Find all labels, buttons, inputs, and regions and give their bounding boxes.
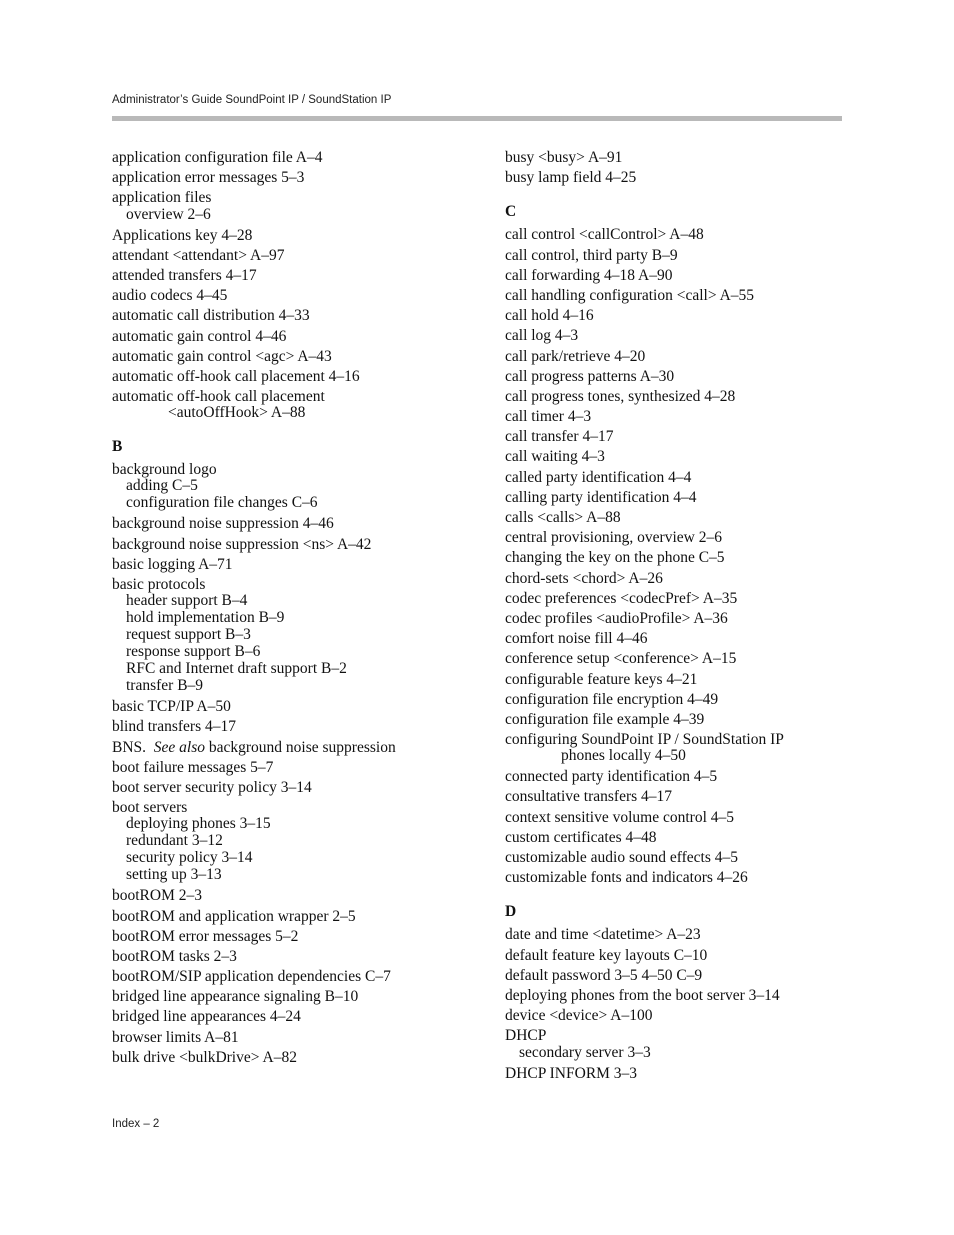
index-entry: automatic call distribution 4–33 (112, 307, 310, 325)
index-entry: call waiting 4–3 (505, 448, 605, 466)
index-subentry: adding C–5 (126, 477, 198, 495)
index-entry: configuration file example 4–39 (505, 710, 705, 728)
index-entry: automatic gain control 4–46 (112, 327, 287, 345)
index-entry: busy lamp field 4–25 (505, 169, 637, 187)
index-column-left (112, 148, 492, 1068)
index-continuation: phones locally 4–50 (561, 747, 686, 765)
index-entry: automatic off-hook call placement 4–16 (112, 367, 360, 385)
index-entry: customizable audio sound effects 4–5 (505, 849, 739, 866)
index-entry: bootROM tasks 2–3 (112, 947, 237, 965)
index-entry: basic protocols (112, 576, 206, 593)
index-subentry: security policy 3–14 (126, 849, 253, 867)
index-subentry: hold implementation B–9 (126, 609, 285, 627)
index-entry: application configuration file A–4 (112, 149, 323, 166)
index-entry: call control <callControl> A–48 (505, 226, 704, 244)
index-entry: deploying phones from the boot server 3–14 (505, 986, 780, 1004)
see-also-label: See also (153, 738, 206, 756)
index-entry: central provisioning, overview 2–6 (505, 529, 722, 547)
index-entry: attendant <attendant> A–97 (112, 246, 285, 264)
index-entry: changing the key on the phone C–5 (505, 549, 725, 567)
index-entry: configuring SoundPoint IP / SoundStation IP (505, 731, 784, 749)
index-subentry: RFC and Internet draft support B–2 (126, 660, 347, 678)
index-subentry: secondary server 3–3 (519, 1043, 651, 1061)
index-entry: default feature key layouts C–10 (505, 946, 708, 964)
index-entry: chord-sets <chord> A–26 (505, 569, 663, 587)
index-entry: consultative transfers 4–17 (505, 788, 673, 806)
section-letter-b: B (112, 438, 123, 456)
section-letter-c: C (505, 203, 517, 221)
index-entry: bridged line appearances 4–24 (112, 1008, 301, 1026)
index-entry: basic logging A–71 (112, 555, 233, 573)
index-entry: called party identification 4–4 (505, 468, 692, 486)
index-entry: Applications key 4–28 (112, 226, 253, 244)
index-entry: audio codecs 4–45 (112, 287, 228, 305)
index-entry: basic TCP/IP A–50 (112, 698, 231, 716)
index-entry: call park/retrieve 4–20 (505, 347, 646, 365)
index-entry: call progress tones, synthesized 4–28 (505, 387, 736, 405)
running-header: Administrator’s Guide SoundPoint IP / SoundStation IP (112, 94, 392, 106)
index-entry: application error messages 5–3 (112, 169, 305, 187)
index-entry: background logo (112, 461, 217, 479)
index-subentry: transfer B–9 (126, 677, 204, 695)
index-entry: configuration file encryption 4–49 (505, 690, 719, 708)
index-entry: application files (112, 189, 212, 207)
index-entry: blind transfers 4–17 (112, 718, 236, 736)
page-footer: Index – 2 (112, 1118, 160, 1130)
index-entry: busy <busy> A–91 (505, 149, 623, 166)
index-entry: DHCP (505, 1027, 547, 1045)
index-column-right (505, 148, 850, 1084)
index-entry: background noise suppression 4–46 (112, 515, 334, 533)
index-entry: custom certificates 4–48 (505, 828, 657, 846)
index-entry: automatic off-hook call placement (112, 388, 325, 406)
index-subentry: setting up 3–13 (126, 866, 222, 884)
index-entry-bns (112, 738, 492, 758)
index-entry: automatic gain control <agc> A–43 (112, 347, 332, 365)
section-letter-d: D (505, 903, 517, 921)
index-entry: boot server security policy 3–14 (112, 778, 312, 796)
index-entry: bootROM error messages 5–2 (112, 927, 299, 945)
index-entry: date and time <datetime> A–23 (505, 926, 701, 944)
index-entry: call handling configuration <call> A–55 (505, 286, 755, 304)
index-entry: boot failure messages 5–7 (112, 758, 274, 776)
index-entry: call log 4–3 (505, 327, 579, 345)
index-entry: calling party identification 4–4 (505, 488, 697, 506)
index-entry: calls <calls> A–88 (505, 509, 621, 526)
index-entry: bootROM and application wrapper 2–5 (112, 907, 356, 925)
index-subentry: overview 2–6 (126, 205, 211, 223)
bns-target: background noise suppression (208, 738, 396, 756)
index-subentry: deploying phones 3–15 (126, 815, 271, 833)
index-entry: call transfer 4–17 (505, 428, 614, 446)
index-subentry: redundant 3–12 (126, 832, 223, 850)
index-entry: configurable feature keys 4–21 (505, 670, 698, 688)
index-entry: call forwarding 4–18 A–90 (505, 266, 673, 284)
index-entry: conference setup <conference> A–15 (505, 650, 737, 668)
index-entry: call hold 4–16 (505, 307, 594, 325)
index-entry: boot servers (112, 799, 188, 817)
index-entry: bootROM/SIP application dependencies C–7 (112, 968, 391, 986)
index-entry: bridged line appearance signaling B–10 (112, 988, 359, 1006)
index-entry: device <device> A–100 (505, 1007, 653, 1025)
index-entry: default password 3–5 4–50 C–9 (505, 966, 703, 984)
index-subentry: response support B–6 (126, 643, 261, 661)
bns-prefix: BNS. (112, 738, 147, 756)
index-entry: call progress patterns A–30 (505, 367, 675, 385)
index-entry: browser limits A–81 (112, 1028, 239, 1046)
index-entry: bootROM 2–3 (112, 887, 202, 905)
index-entry: DHCP INFORM 3–3 (505, 1064, 638, 1082)
index-subentry: header support B–4 (126, 592, 248, 610)
index-entry: call timer 4–3 (505, 408, 592, 426)
index-entry: attended transfers 4–17 (112, 266, 257, 284)
index-entry: comfort noise fill 4–46 (505, 630, 648, 648)
index-entry: bulk drive <bulkDrive> A–82 (112, 1048, 297, 1066)
index-subentry: configuration file changes C–6 (126, 494, 318, 512)
index-continuation: <autoOffHook> A–88 (168, 404, 306, 422)
index-entry: call control, third party B–9 (505, 246, 678, 264)
index-subentry: request support B–3 (126, 626, 251, 644)
index-entry: codec profiles <audioProfile> A–36 (505, 609, 728, 627)
header-rule (112, 116, 842, 121)
index-entry: customizable fonts and indicators 4–26 (505, 869, 748, 887)
index-entry: connected party identification 4–5 (505, 768, 718, 786)
index-entry: codec preferences <codecPref> A–35 (505, 589, 738, 607)
index-entry: context sensitive volume control 4–5 (505, 808, 735, 826)
index-entry: background noise suppression <ns> A–42 (112, 535, 372, 553)
